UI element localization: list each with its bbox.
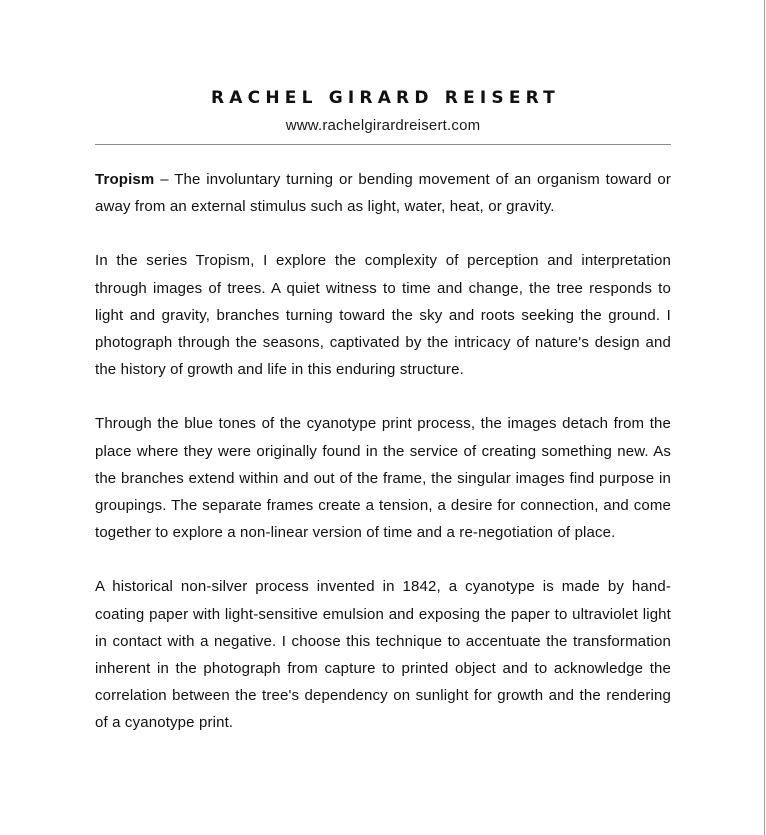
definition-term: Tropism xyxy=(95,171,155,188)
definition-paragraph xyxy=(95,166,671,220)
definition-text: – The involuntary turning or bending movement of an organism toward or away from an external stimulus such as light, water, heat, or gravity. xyxy=(95,171,671,216)
author-name: RACHEL GIRARD REISERT xyxy=(211,88,560,108)
statement-body xyxy=(95,166,671,764)
statement-paragraph-2: Through the blue tones of the cyanotype print process, the images detach from the place where they were originally found in the service of creating something new. As the branches extend within and out of the frame, the singular images find purpose in groupings. The separate frames create a tension, a desire for connection, and come together to explore a non-linear version of time and a re-negotiation of place. xyxy=(95,415,671,542)
document-header xyxy=(95,86,671,136)
statement-paragraph-1: In the series Tropism, I explore the complexity of perception and interpretation through images of trees. A quiet witness to time and change, the tree responds to light and gravity, branches turning toward the sky and roots seeking the ground. I photograph through the seasons, captivated by the intricacy of nature's design and the history of growth and life in this enduring structure. xyxy=(95,252,671,379)
website-url: www.rachelgirardreisert.com xyxy=(285,117,481,134)
statement-paragraph-3: A historical non-silver process invented in 1842, a cyanotype is made by hand-coating paper with light-sensitive emulsion and exposing the paper to ultraviolet light in contact with a negative. I choose this technique to accentuate the transformation inherent in the photograph from capture to printed object and to acknowledge the correlation between the tree's dependency on sunlight for growth and the rendering of a cyanotype print. xyxy=(95,578,671,732)
header-divider xyxy=(95,144,671,145)
